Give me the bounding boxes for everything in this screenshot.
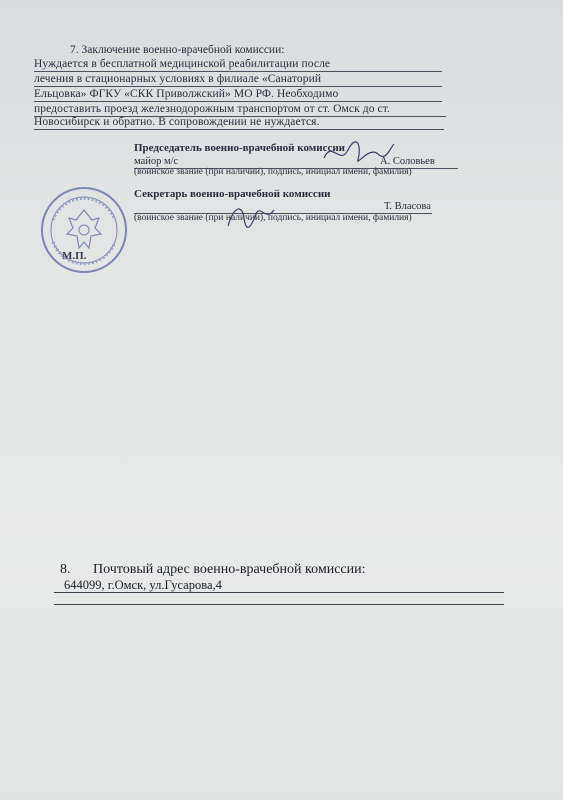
conclusion-line-1: Нуждается в бесплатной медицинской реабилитации после [34, 58, 331, 70]
section8-title: Почтовый адрес военно-врачебной комиссии: [93, 562, 366, 577]
stamp-label: М.П. [62, 250, 87, 262]
section7-title: 7. Заключение военно-врачебной комиссии: [70, 44, 285, 56]
address-rule-2 [54, 604, 504, 605]
secretary-caption: (воинское звание (при наличии), подпись, инициал имени, фамилия) [134, 213, 412, 223]
conclusion-rule-5 [34, 129, 444, 130]
conclusion-rule-1 [34, 71, 442, 72]
secretary-heading: Секретарь военно-врачебной комиссии [134, 188, 331, 200]
chairman-name: А. Соловьев [380, 156, 435, 167]
conclusion-rule-2 [34, 86, 442, 87]
official-stamp [39, 180, 129, 280]
conclusion-line-2: лечения в стационарных условиях в филиале «Санаторий [34, 73, 322, 85]
conclusion-line-3: Ельцовка» ФГКУ «СКК Приволжский» МО РФ. Необходимо [34, 88, 339, 100]
chairman-caption: (воинское звание (при наличии), подпись, инициал имени, фамилия) [134, 167, 412, 177]
chairman-heading: Председатель военно-врачебной комиссии [134, 142, 346, 154]
address-rule-1 [54, 592, 504, 593]
chairman-signature [318, 136, 398, 170]
conclusion-line-5: Новосибирск и обратно. В сопровождении не нуждается. [34, 116, 320, 128]
section8-number: 8. [60, 562, 71, 577]
chairman-rank: майор м/с [134, 156, 179, 167]
secretary-signature [220, 196, 280, 236]
postal-address: 644099, г.Омск, ул.Гусарова,4 [64, 578, 222, 592]
conclusion-line-4: предоставить проезд железнодорожным транспортом от ст. Омск до ст. [34, 103, 390, 115]
section8-heading [60, 562, 366, 578]
conclusion-rule-3 [34, 101, 442, 102]
secretary-name: Т. Власова [384, 201, 431, 212]
